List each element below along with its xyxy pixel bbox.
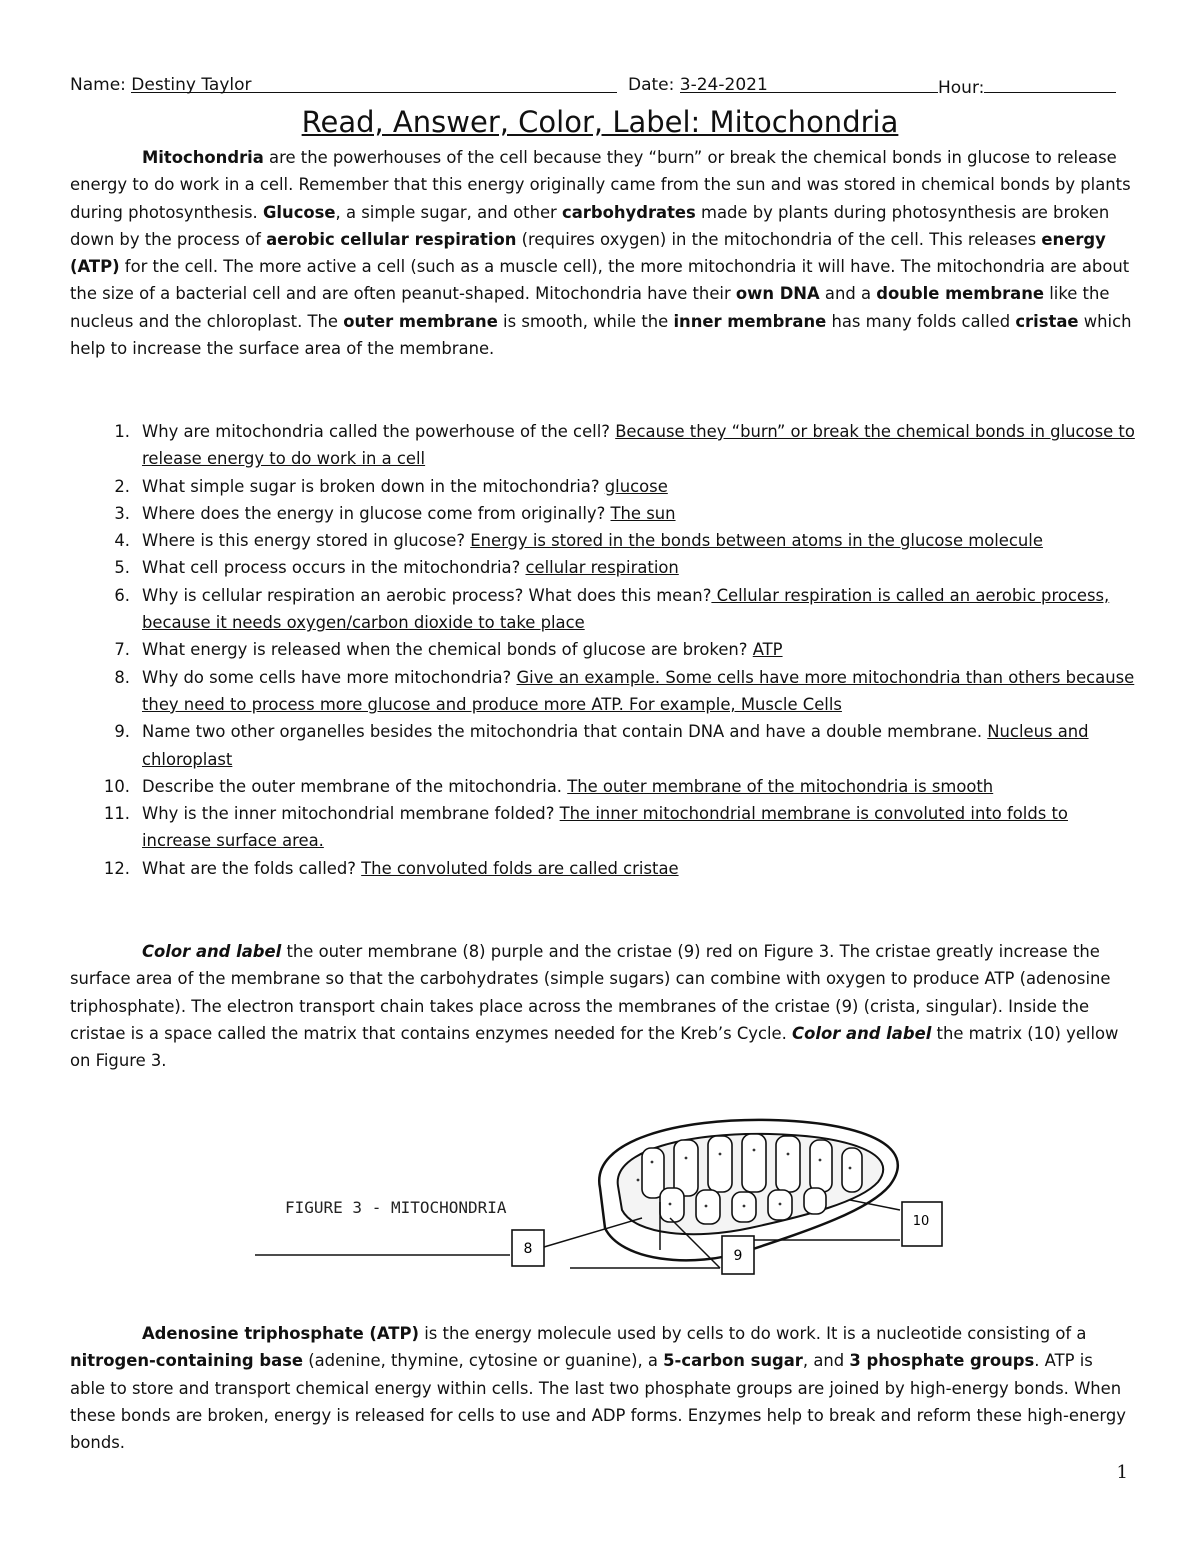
question-number: 2. [114, 476, 130, 496]
question-item [70, 500, 1140, 527]
figure-caption: FIGURE 3 - MITOCHONDRIA [285, 1198, 507, 1217]
hour-underline [984, 74, 1116, 93]
question-text: Where does the energy in glucose come from originally? [142, 503, 611, 523]
intro-text: made by plants during photosynthesis are broken down by the process of [70, 202, 1110, 249]
name-value: Destiny Taylor [131, 75, 252, 95]
date-underline [680, 74, 938, 93]
name-underline [131, 74, 617, 93]
question-item [70, 582, 1140, 637]
answer-text: Cellular respiration is called an aerobic process, because it needs oxygen/carbon dioxide to take place [142, 585, 1110, 633]
question-item [70, 473, 1140, 500]
answer-text: The convoluted folds are called cristae [361, 858, 679, 878]
intro-text: cristae [1015, 311, 1079, 331]
intro-text: energy (ATP) [70, 229, 1106, 277]
answer-text: Give an example. Some cells have more mitochondria than others because they need to process more glucose and produce more ATP. For example, Muscle Cells [142, 667, 1135, 714]
intro-text: Mitochondria [142, 148, 264, 167]
question-number: 6. [114, 585, 130, 605]
question-number: 9. [114, 722, 130, 742]
question-list [70, 418, 1140, 882]
intro-text: carbohydrates [562, 202, 696, 222]
question-item [70, 773, 1140, 800]
question-text: Why is the inner mitochondrial membrane folded? [142, 804, 560, 824]
figure-3-mitochondria [250, 1110, 960, 1290]
intro-text: has many folds called [826, 311, 1016, 331]
answer-text: The inner mitochondrial membrane is convoluted into folds to increase surface area. [142, 804, 1068, 851]
question-text: What simple sugar is broken down in the mitochondria? [142, 476, 605, 496]
intro-text: and a [819, 284, 877, 304]
answer-text: The sun [610, 503, 676, 523]
question-number: 10. [103, 776, 130, 796]
question-number: 3. [114, 503, 130, 523]
answer-text: cellular respiration [525, 558, 679, 578]
date-label: Date: [628, 75, 675, 95]
question-text: What cell process occurs in the mitochondria? [142, 558, 526, 578]
question-text: What energy is released when the chemical bonds of glucose are broken? [142, 640, 753, 660]
question-number: 1. [114, 422, 130, 441]
answer-text: Energy is stored in the bonds between atoms in the glucose molecule [470, 531, 1043, 551]
intro-text: , a simple sugar, and other [335, 202, 562, 222]
question-item [70, 554, 1140, 581]
intro-text: inner membrane [673, 311, 827, 331]
page-title: Read, Answer, Color, Label: Mitochondria [301, 105, 899, 139]
intro-text: aerobic cellular respiration [266, 229, 517, 249]
name-label: Name: [70, 75, 126, 95]
question-text: Name two other organelles besides the mitochondria that contain DNA and have a double membrane. [142, 722, 988, 742]
answer-text: glucose [604, 476, 668, 496]
answer-text: Because they “burn” or break the chemical bonds in glucose to release energy to do work in a cell [142, 422, 1135, 469]
page-number: 1 [1116, 1462, 1128, 1483]
question-number: 11. [103, 804, 130, 824]
question-text: Why are mitochondria called the powerhouse of the cell? [142, 422, 616, 441]
intro-text: for the cell. The more active a cell (such as a muscle cell), the more mitochondria it will have. The mitochondria are about the size of a bacterial cell and are often peanut-shaped. Mitochondria have their [70, 257, 1130, 304]
hour-field [938, 74, 1116, 99]
question-text: Where is this energy stored in glucose? [142, 531, 471, 551]
question-item [70, 418, 1140, 473]
atp-text: (adenine, thymine, cytosine or guanine), a [303, 1351, 664, 1371]
question-item [70, 855, 1140, 882]
mitochondria-diagram [250, 1110, 960, 1290]
question-item [70, 636, 1140, 663]
answer-text: ATP [752, 640, 783, 660]
question-number: 12. [103, 858, 130, 878]
question-item [70, 800, 1140, 855]
atp-text: , and [802, 1351, 850, 1371]
label-box-9-number: 9 [733, 1248, 743, 1264]
question-item [70, 718, 1140, 773]
question-text: Describe the outer membrane of the mitochondria. [142, 776, 568, 796]
question-text: Why is cellular respiration an aerobic process? What does this mean? [142, 585, 712, 605]
question-item [70, 664, 1140, 719]
atp-paragraph [70, 1320, 1132, 1456]
color-label-paragraph [70, 938, 1132, 1074]
intro-text: double membrane [876, 284, 1045, 304]
atp-text: nitrogen-containing base [70, 1351, 304, 1371]
question-number: 5. [114, 558, 130, 578]
name-field [70, 74, 617, 96]
intro-text: like the nucleus and the chloroplast. The [70, 284, 1110, 331]
instruction-text: the outer membrane (8) purple and the cristae (9) red on Figure 3. The cristae greatly increase the surface area of the membrane so that the carbohydrates (simple sugars) can combine with oxygen to produce ATP (adenosine triphosphate). The electron transport chain takes place across the membranes of the cristae (9) (crista, singular). Inside the cristae is a space called the matrix that contains enzymes needed for the Kreb’s Cycle. [70, 942, 1111, 1043]
atp-text: . ATP is able to store and transport chemical energy within cells. The last two phosphate groups are joined by high-energy bonds. When these bonds are broken, energy is released for cells to use and ADP forms. Enzymes help to break and reform these high-energy bonds. [70, 1351, 1126, 1453]
instruction-emphasis: Color and label [142, 942, 282, 961]
question-number: 4. [114, 531, 130, 551]
atp-text: Adenosine triphosphate (ATP) [142, 1324, 419, 1343]
intro-text: are the powerhouses of the cell because they “burn” or break the chemical bonds in glucose to release energy to do work in a cell. Remember that this energy originally came from the sun and was stored in chemical bonds by plants during photosynthesis. [70, 148, 1131, 222]
hour-label: Hour: [938, 78, 985, 98]
question-text: Why do some cells have more mitochondria? [142, 667, 517, 687]
atp-text: 3 phosphate groups [849, 1351, 1035, 1371]
intro-text: (requires oxygen) in the mitochondria of the cell. This releases [516, 229, 1042, 249]
intro-text: Glucose [262, 202, 336, 222]
intro-paragraph [70, 144, 1132, 362]
answer-text: The outer membrane of the mitochondria is smooth [567, 776, 994, 796]
atp-text: is the energy molecule used by cells to do work. It is a nucleotide consisting of a [419, 1324, 1087, 1343]
question-text: What are the folds called? [142, 858, 362, 878]
question-number: 7. [114, 640, 130, 660]
date-field [628, 74, 938, 96]
label-box-8-number: 8 [523, 1241, 533, 1257]
question-number: 8. [114, 667, 130, 687]
intro-text: which help to increase the surface area of the membrane. [70, 311, 1132, 359]
answer-text: Nucleus and chloroplast [142, 722, 1089, 769]
instruction-text: the matrix (10) yellow on Figure 3. [70, 1023, 1119, 1071]
label-box-10-number: 10 [912, 1214, 930, 1229]
instruction-emphasis: Color and label [792, 1023, 932, 1043]
date-value: 3-24-2021 [679, 75, 768, 95]
intro-text: is smooth, while the [497, 311, 674, 331]
atp-text: 5-carbon sugar [663, 1351, 803, 1371]
intro-text: outer membrane [343, 311, 498, 331]
question-item [70, 527, 1140, 554]
intro-text: own DNA [735, 284, 820, 304]
